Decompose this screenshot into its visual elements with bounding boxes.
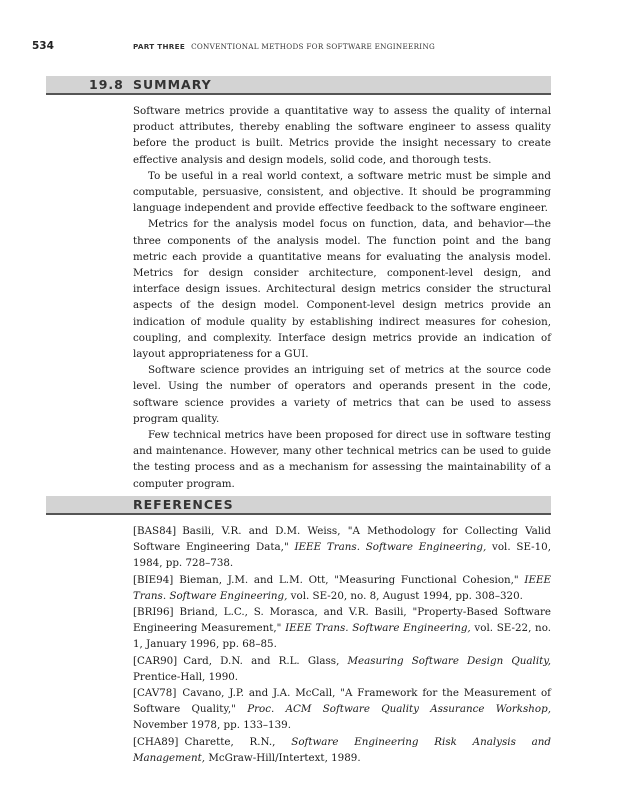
part-title: CONVENTIONAL METHODS FOR SOFTWARE ENGINEERING [191, 42, 436, 51]
references-heading-bar [46, 496, 551, 515]
reference-details: Prentice-Hall, 1990. [133, 670, 239, 683]
running-head [133, 42, 435, 51]
reference-entry [133, 572, 551, 604]
section-number: 19.8 [89, 77, 124, 92]
references-list [133, 523, 551, 766]
references-heading: REFERENCES [133, 497, 234, 512]
summary-paragraph: Software metrics provide a quantitative way to assess the quality of internal product attributes, thereby enabling the software engineer to assess quality before the product is built. Metrics provide the insight necessary to create effective analysis and design models, solid code, and thorough tests. [133, 105, 551, 166]
reference-text: Basili, V.R. and D.M. Weiss, "A Methodology for Collecting Valid Software Engineering Data," [133, 525, 551, 554]
reference-text: Card, D.N. and R.L. Glass, [183, 654, 348, 667]
reference-details: vol. SE-10, 1984, pp. 728–738. [133, 541, 552, 570]
reference-text: Bieman, J.M. and L.M. Ott, "Measuring Functional Cohesion," [179, 573, 525, 586]
reference-label: [BIE94] [133, 573, 174, 586]
reference-label: [BRI96] [133, 606, 174, 619]
reference-label: [CHA89] [133, 735, 179, 748]
reference-source: IEEE Trans. Software Engineering, [285, 622, 471, 635]
reference-source: IEEE Trans. Software Engineering, [294, 541, 487, 554]
page-number: 534 [32, 40, 54, 52]
reference-entry [133, 604, 551, 653]
reference-source: Measuring Software Design Quality, [347, 654, 551, 667]
reference-details: McGraw-Hill/Intertext, 1989. [205, 751, 361, 764]
reference-entry [133, 734, 551, 766]
summary-paragraph: Software science provides an intriguing set of metrics at the source code level. Using the number of operators and operands present in the code, software science provides a variety of metrics that can be used to assess program quality. [133, 364, 551, 425]
summary-paragraph: Metrics for the analysis model focus on function, data, and behavior—the three components of the analysis model. The function point and the bang metric each provide a quantitative means for evaluating the analysis model. Metrics for design consider architecture, component-level design, and interface design issues. Architectural design metrics consider the structural aspects of the design model. Component-level design metrics provide an indication of module quality by establishing indirect measures for cohesion, coupling, and complexity. Interface design metrics provide an indication of layout appropriateness for a GUI. [133, 218, 551, 361]
reference-source: Proc. ACM Software Quality Assurance Workshop, [247, 703, 551, 716]
part-label: PART THREE [133, 42, 186, 51]
reference-text: Charette, R.N., [184, 735, 292, 748]
reference-details: November 1978, pp. 133–139. [133, 719, 291, 732]
summary-paragraph: Few technical metrics have been proposed for direct use in software testing and maintenance. However, many other technical metrics can be used to guide the testing process and as a mechanism for assessing the maintainability of a computer program. [133, 429, 551, 490]
summary-heading-bar [46, 76, 551, 95]
reference-label: [CAV78] [133, 687, 177, 700]
reference-entry [133, 523, 551, 572]
reference-source: IEEE Trans. Software Engineering, [133, 573, 551, 602]
reference-label: [CAR90] [133, 654, 178, 667]
reference-source: Software Engineering Risk Analysis and Management, [133, 735, 552, 764]
summary-heading: SUMMARY [133, 77, 212, 92]
reference-entry [133, 653, 551, 685]
summary-body [133, 103, 551, 492]
summary-paragraph: To be useful in a real world context, a software metric must be simple and computable, persuasive, consistent, and objective. It should be programming language independent and provide effective feedback to the software engineer. [133, 169, 551, 215]
reference-text: Briand, L.C., S. Morasca, and V.R. Basili, "Property-Based Software Engineering Measurement," [133, 606, 551, 635]
reference-label: [BAS84] [133, 525, 177, 537]
reference-text: Cavano, J.P. and J.A. McCall, "A Framework for the Measurement of Software Quality," [133, 687, 551, 716]
reference-entry [133, 685, 551, 734]
reference-details: vol. SE-22, no. 1, January 1996, pp. 68–85. [133, 622, 551, 651]
reference-details: vol. SE-20, no. 8, August 1994, pp. 308–320. [287, 589, 523, 602]
